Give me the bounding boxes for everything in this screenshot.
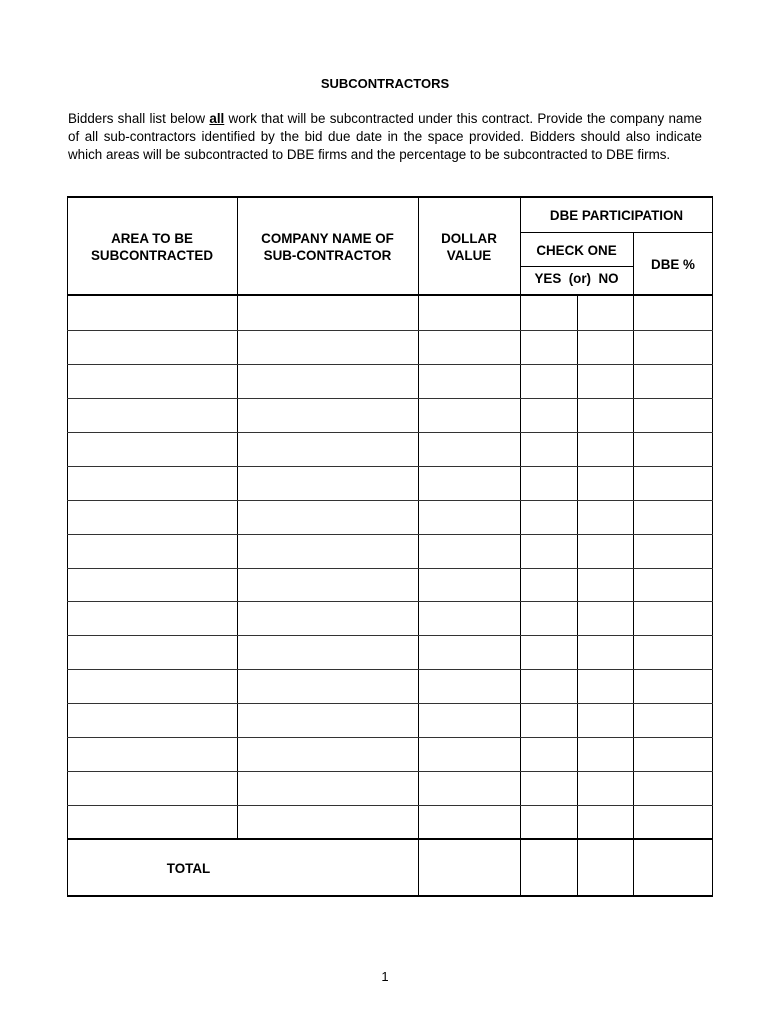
entry-cell-dbe-percent[interactable] (634, 535, 712, 568)
entry-cell-dbe-no[interactable] (578, 467, 633, 500)
entry-cell-dbe-percent[interactable] (634, 467, 712, 500)
col-area-header (67, 230, 237, 264)
col-area-line-1: AREA TO BE (111, 231, 193, 246)
entry-cell-dbe-percent[interactable] (634, 433, 712, 466)
entry-cell-value[interactable] (419, 399, 520, 432)
entry-cell-dbe-percent[interactable] (634, 704, 712, 737)
entry-cell-area[interactable] (68, 738, 237, 771)
col-company-line-1: COMPANY NAME OF (261, 231, 394, 246)
entry-cell-value[interactable] (419, 772, 520, 805)
entry-cell-dbe-percent[interactable] (634, 501, 712, 534)
entry-cell-value[interactable] (419, 704, 520, 737)
entry-cell-dbe-no[interactable] (578, 738, 633, 771)
table-bottom-border (67, 895, 713, 897)
table-right-border (712, 196, 713, 897)
entry-cell-dbe-no[interactable] (578, 501, 633, 534)
col-company-header (237, 230, 418, 264)
col-area-line-2: SUBCONTRACTED (91, 248, 213, 263)
entry-cell-company[interactable] (238, 467, 418, 500)
check-one-underline (520, 266, 634, 267)
entry-cell-company[interactable] (238, 602, 418, 635)
dbe-participation-underline (520, 232, 713, 233)
entry-cell-company[interactable] (238, 433, 418, 466)
entry-cell-area[interactable] (68, 636, 237, 669)
entry-cell-dbe-percent[interactable] (634, 738, 712, 771)
entry-cell-dbe-no[interactable] (578, 297, 633, 330)
entry-cell-company[interactable] (238, 636, 418, 669)
entry-cell-dbe-no[interactable] (578, 772, 633, 805)
entry-cell-area[interactable] (68, 670, 237, 703)
entry-cell-dbe-yes[interactable] (521, 806, 577, 839)
entry-cell-dbe-no[interactable] (578, 535, 633, 568)
total-cell-dbe-percent[interactable] (634, 840, 712, 895)
entry-cell-dbe-yes[interactable] (521, 297, 577, 330)
entry-cell-area[interactable] (68, 467, 237, 500)
entry-cell-area[interactable] (68, 433, 237, 466)
entry-cell-area[interactable] (68, 365, 237, 398)
entry-cell-value[interactable] (419, 433, 520, 466)
total-cell-dbe-yes[interactable] (521, 840, 577, 895)
entry-cell-dbe-percent[interactable] (634, 602, 712, 635)
entry-cell-company[interactable] (238, 365, 418, 398)
col-value-header (418, 230, 520, 264)
entry-cell-dbe-percent[interactable] (634, 399, 712, 432)
entry-cell-area[interactable] (68, 772, 237, 805)
entry-cell-value[interactable] (419, 331, 520, 364)
entry-cell-dbe-percent[interactable] (634, 670, 712, 703)
entry-cell-dbe-no[interactable] (578, 636, 633, 669)
entry-cell-dbe-no[interactable] (578, 806, 633, 839)
intro-emphasis: all (209, 111, 225, 126)
entry-cell-company[interactable] (238, 297, 418, 330)
entry-cell-dbe-yes[interactable] (521, 399, 577, 432)
check-one-header: CHECK ONE (536, 243, 617, 258)
dbe-participation-header: DBE PARTICIPATION (549, 208, 684, 223)
entry-cell-dbe-percent[interactable] (634, 636, 712, 669)
entry-cell-area[interactable] (68, 331, 237, 364)
entry-cell-dbe-yes[interactable] (521, 772, 577, 805)
total-cell-value[interactable] (419, 840, 520, 895)
entry-cell-dbe-yes[interactable] (521, 467, 577, 500)
entry-cell-company[interactable] (238, 670, 418, 703)
entry-cell-dbe-percent[interactable] (634, 772, 712, 805)
entry-cell-dbe-percent[interactable] (634, 365, 712, 398)
entry-cell-area[interactable] (68, 399, 237, 432)
entry-cell-dbe-no[interactable] (578, 602, 633, 635)
entry-cell-value[interactable] (419, 365, 520, 398)
entry-cell-area[interactable] (68, 569, 237, 602)
entry-cell-dbe-yes[interactable] (521, 365, 577, 398)
entry-cell-dbe-percent[interactable] (634, 806, 712, 839)
entry-cell-area[interactable] (68, 602, 237, 635)
entry-cell-company[interactable] (238, 569, 418, 602)
entry-cell-value[interactable] (419, 501, 520, 534)
entry-cell-dbe-yes[interactable] (521, 569, 577, 602)
entry-cell-area[interactable] (68, 704, 237, 737)
entry-cell-dbe-no[interactable] (578, 365, 633, 398)
entry-cell-dbe-yes[interactable] (521, 738, 577, 771)
entry-cell-dbe-yes[interactable] (521, 535, 577, 568)
entry-cell-company[interactable] (238, 806, 418, 839)
entry-cell-value[interactable] (419, 602, 520, 635)
entry-cell-company[interactable] (238, 399, 418, 432)
page-title: SUBCONTRACTORS (320, 76, 450, 91)
entry-cell-value[interactable] (419, 569, 520, 602)
entry-cell-value[interactable] (419, 738, 520, 771)
intro-before: Bidders shall list below (68, 111, 210, 126)
entry-cell-dbe-yes[interactable] (521, 501, 577, 534)
intro-after: work that will be subcontracted under this contract. Provide the company name of all sub-contractors identified by the bid due date in the space provided. Bidders should also indicate which areas will be subcontracted to DBE firms and the percentage to be subcontracted to DBE firms. (68, 111, 702, 162)
total-label: TOTAL (166, 861, 211, 876)
entry-cell-dbe-yes[interactable] (521, 636, 577, 669)
entry-cell-value[interactable] (419, 535, 520, 568)
entry-cell-dbe-no[interactable] (578, 569, 633, 602)
entry-cell-dbe-yes[interactable] (521, 602, 577, 635)
entry-cell-value[interactable] (419, 297, 520, 330)
entry-cell-area[interactable] (68, 501, 237, 534)
entry-cell-dbe-percent[interactable] (634, 297, 712, 330)
instructions-paragraph (68, 110, 702, 164)
total-cell-dbe-no[interactable] (578, 840, 633, 895)
col-value-line-2: VALUE (446, 248, 492, 263)
entry-cell-dbe-no[interactable] (578, 704, 633, 737)
entry-cell-company[interactable] (238, 535, 418, 568)
entry-cell-dbe-percent[interactable] (634, 331, 712, 364)
entry-cell-area[interactable] (68, 806, 237, 839)
entry-cell-area[interactable] (68, 535, 237, 568)
entry-cell-company[interactable] (238, 501, 418, 534)
entry-cell-dbe-no[interactable] (578, 433, 633, 466)
entry-cell-value[interactable] (419, 806, 520, 839)
entry-cell-company[interactable] (238, 331, 418, 364)
entry-cell-value[interactable] (419, 636, 520, 669)
entry-cell-dbe-no[interactable] (578, 331, 633, 364)
page-number: 1 (381, 969, 389, 984)
entry-cell-dbe-yes[interactable] (521, 670, 577, 703)
entry-cell-area[interactable] (68, 297, 237, 330)
entry-cell-dbe-no[interactable] (578, 670, 633, 703)
entry-cell-value[interactable] (419, 467, 520, 500)
entry-cell-dbe-yes[interactable] (521, 331, 577, 364)
col-company-line-2: SUB-CONTRACTOR (263, 248, 392, 263)
entry-cell-company[interactable] (238, 738, 418, 771)
entry-cell-company[interactable] (238, 772, 418, 805)
entry-cell-value[interactable] (419, 670, 520, 703)
dbe-percent-header: DBE % (651, 257, 695, 272)
col-value-line-1: DOLLAR (441, 231, 497, 246)
header-bottom-border (67, 294, 713, 296)
entry-cell-dbe-yes[interactable] (521, 433, 577, 466)
entry-cell-company[interactable] (238, 704, 418, 737)
entry-cell-dbe-percent[interactable] (634, 569, 712, 602)
table-top-border (67, 196, 713, 198)
entry-cell-dbe-yes[interactable] (521, 704, 577, 737)
entry-cell-dbe-no[interactable] (578, 399, 633, 432)
yes-or-no-header: YES (or) NO (534, 271, 619, 286)
